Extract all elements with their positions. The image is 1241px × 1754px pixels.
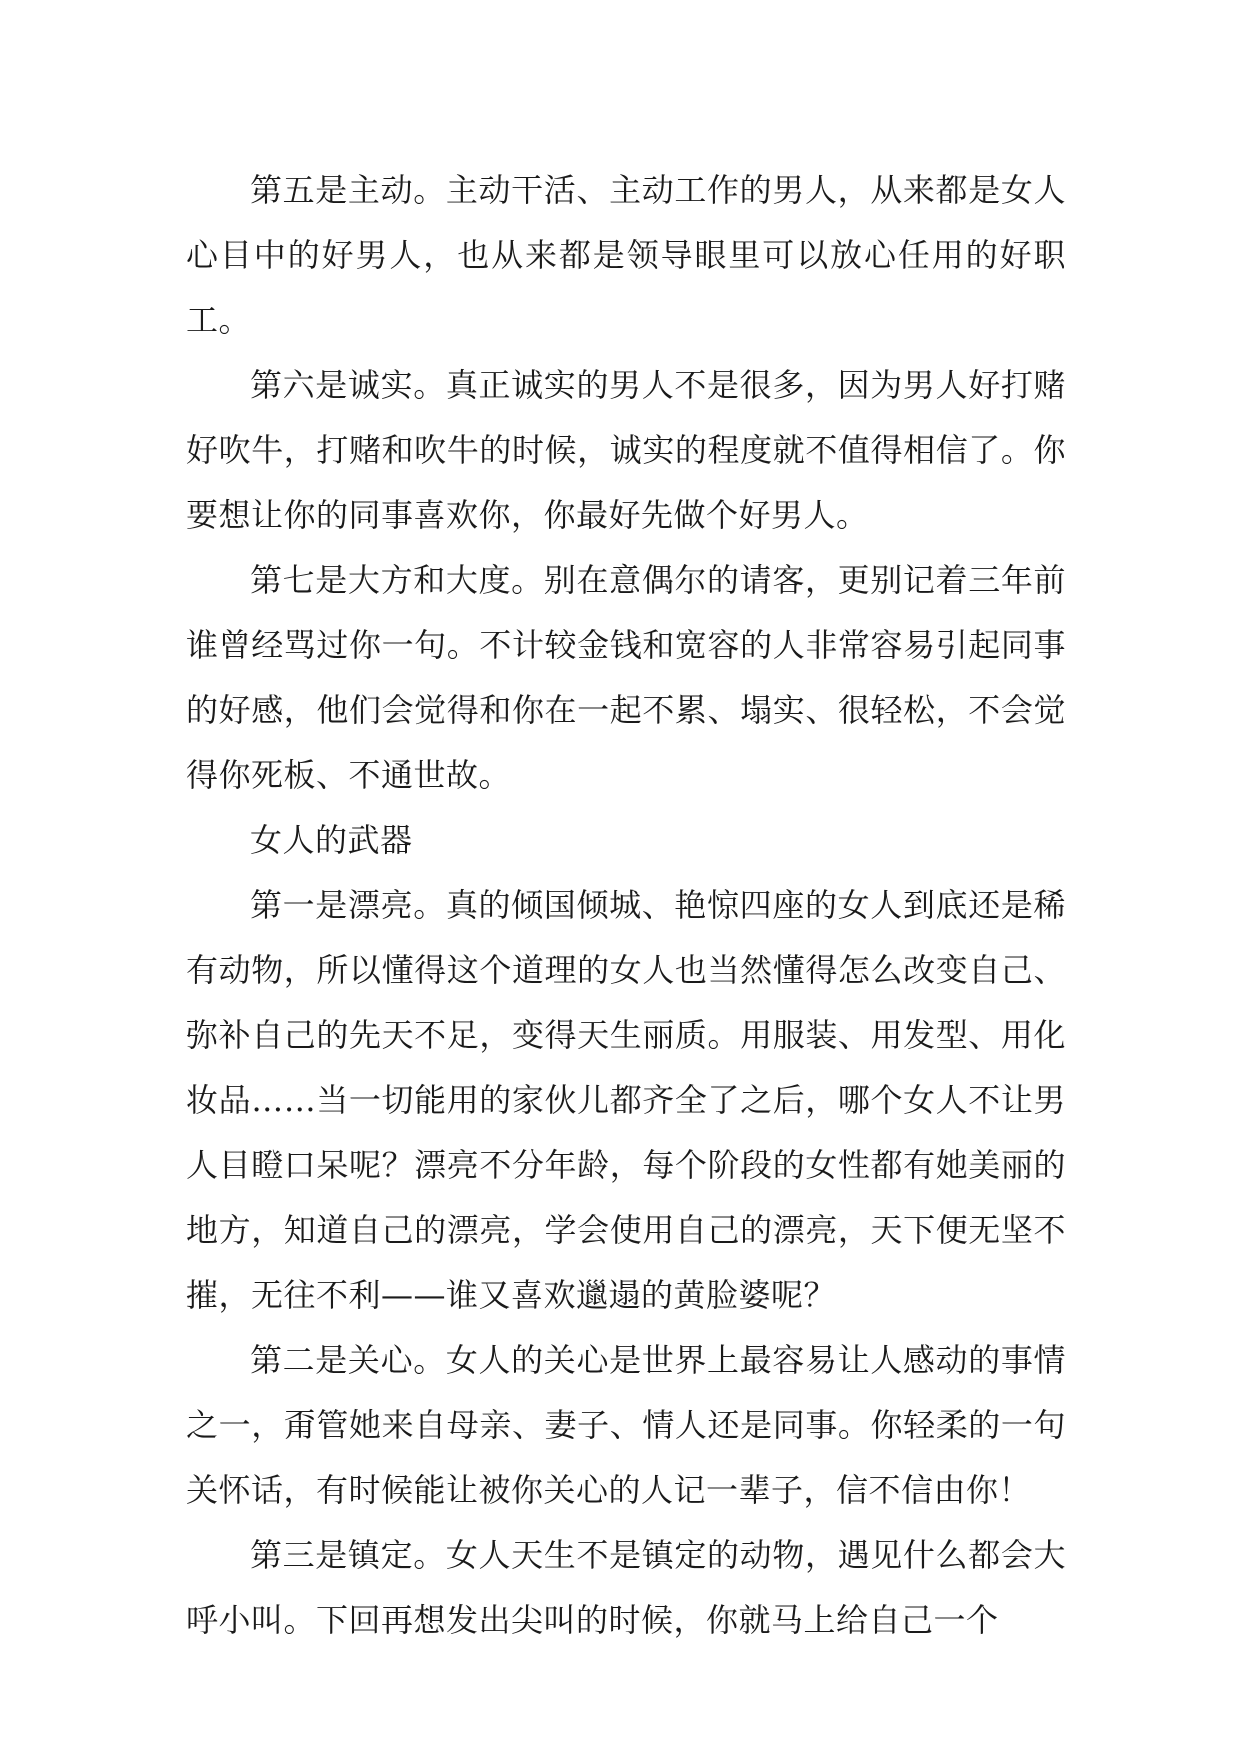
paragraph-1-beauty: 第一是漂亮。真的倾国倾城、艳惊四座的女人到底还是稀有动物，所以懂得这个道理的女人也当然懂得怎么改变自己、弥补自己的先天不足，变得天生丽质。用服装、用发型、用化妆品……当一切能用的家伙儿都齐全了之后，哪个女人不让男人目瞪口呆呢？漂亮不分年龄，每个阶段的女性都有她美丽的地方，知道自己的漂亮，学会使用自己的漂亮，天下便无坚不摧，无往不利——谁又喜欢邋遢的黄脸婆呢？ bbox=[186, 886, 1066, 1314]
paragraph-6-honesty: 第六是诚实。真正诚实的男人不是很多，因为男人好打赌好吹牛，打赌和吹牛的时候，诚实的程度就不值得相信了。你要想让你的同事喜欢你，你最好先做个好男人。 bbox=[186, 366, 1066, 534]
paragraph-2-care: 第二是关心。女人的关心是世界上最容易让人感动的事情之一，甭管她来自母亲、妻子、情人还是同事。你轻柔的一句关怀话，有时候能让被你关心的人记一辈子，信不信由你！ bbox=[186, 1341, 1066, 1509]
section-heading-women-weapons: 女人的武器 bbox=[250, 821, 413, 859]
document-body bbox=[186, 158, 1066, 1653]
paragraph-7-generosity: 第七是大方和大度。别在意偶尔的请客，更别记着三年前谁曾经骂过你一句。不计较金钱和宽容的人非常容易引起同事的好感，他们会觉得和你在一起不累、塌实、很轻松，不会觉得你死板、不通世故。 bbox=[186, 561, 1066, 794]
paragraph-3-composure: 第三是镇定。女人天生不是镇定的动物，遇见什么都会大呼小叫。下回再想发出尖叫的时候，你就马上给自己一个 bbox=[186, 1536, 1066, 1639]
paragraph-5-proactive: 第五是主动。主动干活、主动工作的男人，从来都是女人心目中的好男人，也从来都是领导眼里可以放心任用的好职工。 bbox=[186, 171, 1066, 339]
